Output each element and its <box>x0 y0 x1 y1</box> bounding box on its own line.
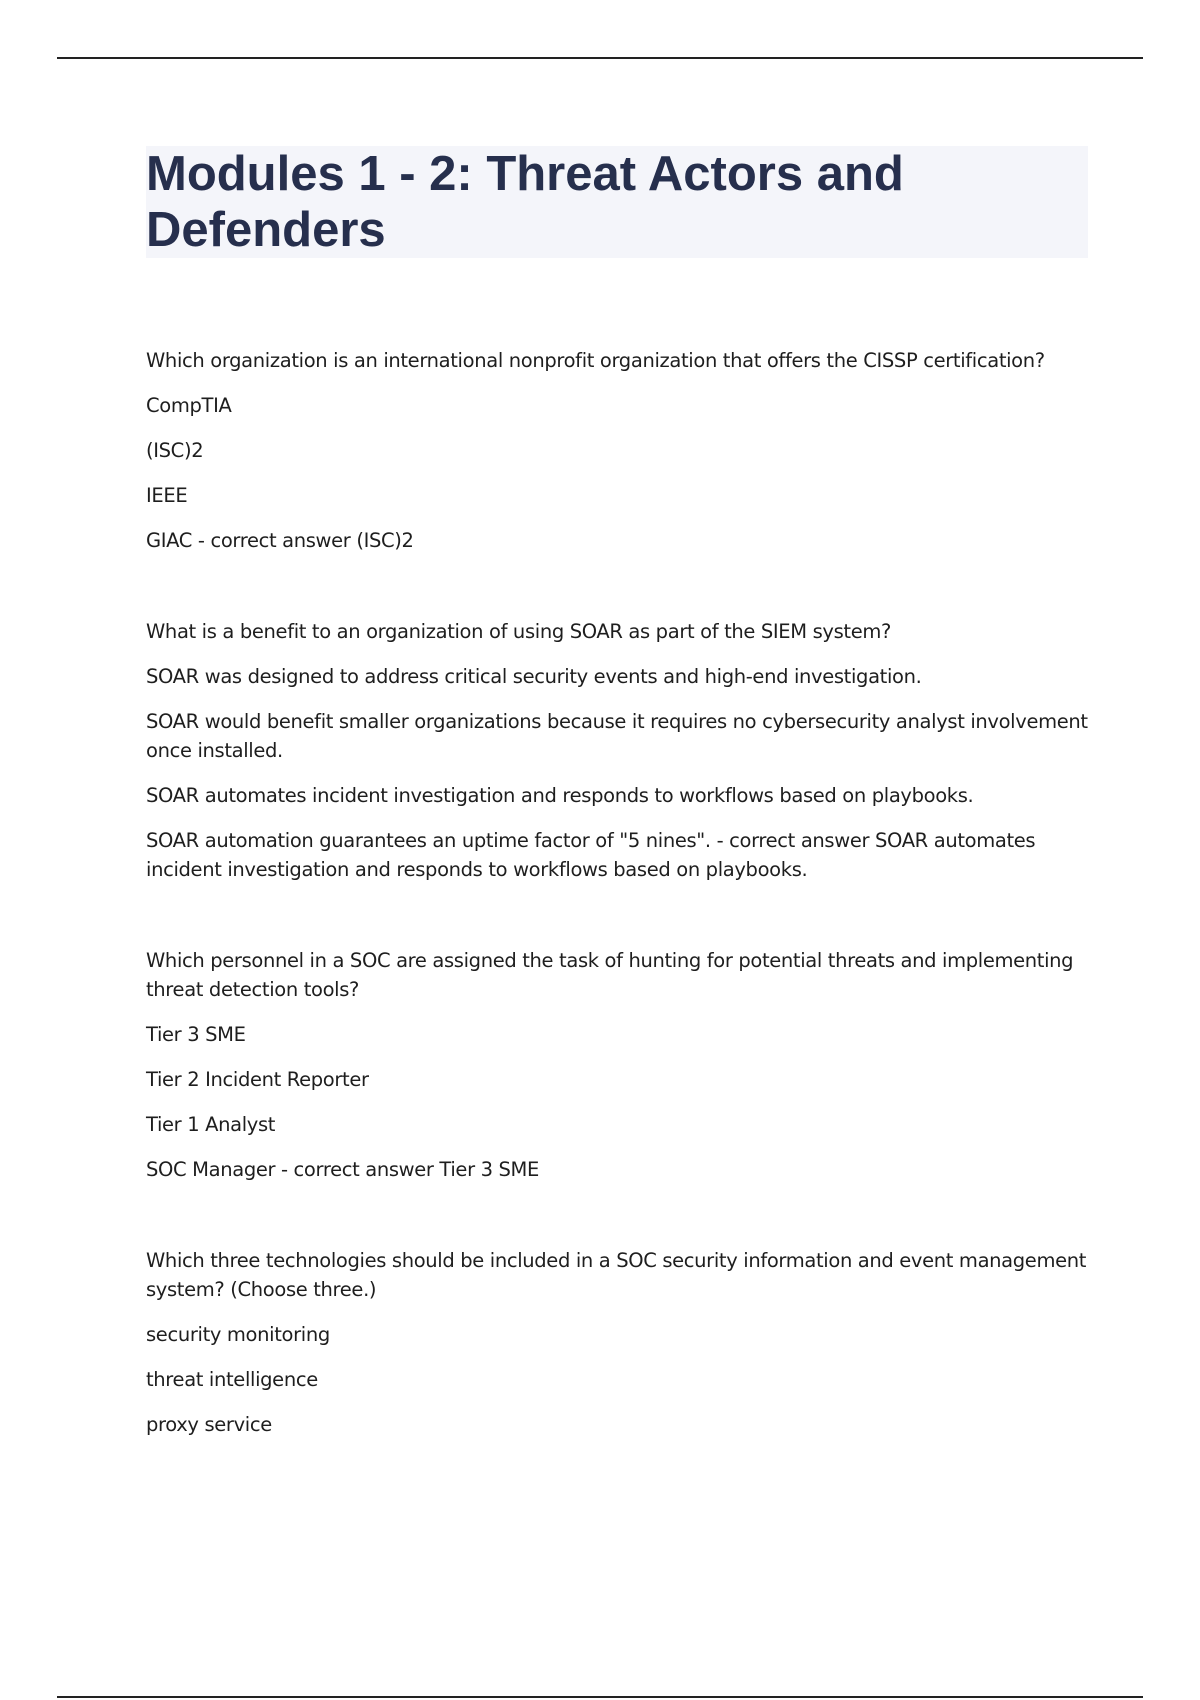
document-title: Modules 1 - 2: Threat Actors and Defenders <box>146 147 904 257</box>
answer-option: proxy service <box>146 1413 272 1436</box>
answer-option: SOAR automates incident investigation and responds to workflows based on playbooks. <box>146 784 974 807</box>
footer-rule <box>57 1696 1143 1698</box>
answer-option: threat intelligence <box>146 1368 318 1391</box>
header-rule <box>57 57 1143 59</box>
answer-option: SOAR would benefit smaller organizations because it requires no cybersecurity analyst involvement once installed. <box>146 710 1088 762</box>
question-text: Which organization is an international nonprofit organization that offers the CISSP certification? <box>146 349 1045 372</box>
question-block-3 <box>146 946 1088 1184</box>
document-body <box>146 146 1088 1501</box>
title-banner <box>146 146 1088 258</box>
question-block-1 <box>146 346 1088 555</box>
answer-option: Tier 3 SME <box>146 1023 246 1046</box>
answer-option: (ISC)2 <box>146 439 204 462</box>
question-block-2 <box>146 617 1088 884</box>
answer-option-with-correct-answer: GIAC - correct answer (ISC)2 <box>146 529 414 552</box>
answer-option: SOAR was designed to address critical security events and high-end investigation. <box>146 665 922 688</box>
answer-option-with-correct-answer: SOAR automation guarantees an uptime factor of "5 nines". - correct answer SOAR automates incident investigation and responds to workflows based on playbooks. <box>146 829 1036 881</box>
answer-option: Tier 1 Analyst <box>146 1113 276 1136</box>
answer-option: IEEE <box>146 484 188 507</box>
question-block-4 <box>146 1246 1088 1439</box>
question-list <box>146 346 1088 1439</box>
answer-option: CompTIA <box>146 394 232 417</box>
answer-option-with-correct-answer: SOC Manager - correct answer Tier 3 SME <box>146 1158 539 1181</box>
question-text: What is a benefit to an organization of using SOAR as part of the SIEM system? <box>146 620 891 643</box>
question-text: Which personnel in a SOC are assigned the task of hunting for potential threats and implementing threat detection tools? <box>146 949 1074 1001</box>
answer-option: Tier 2 Incident Reporter <box>146 1068 369 1091</box>
question-text: Which three technologies should be included in a SOC security information and event management system? (Choose three.) <box>146 1249 1087 1301</box>
answer-option: security monitoring <box>146 1323 330 1346</box>
